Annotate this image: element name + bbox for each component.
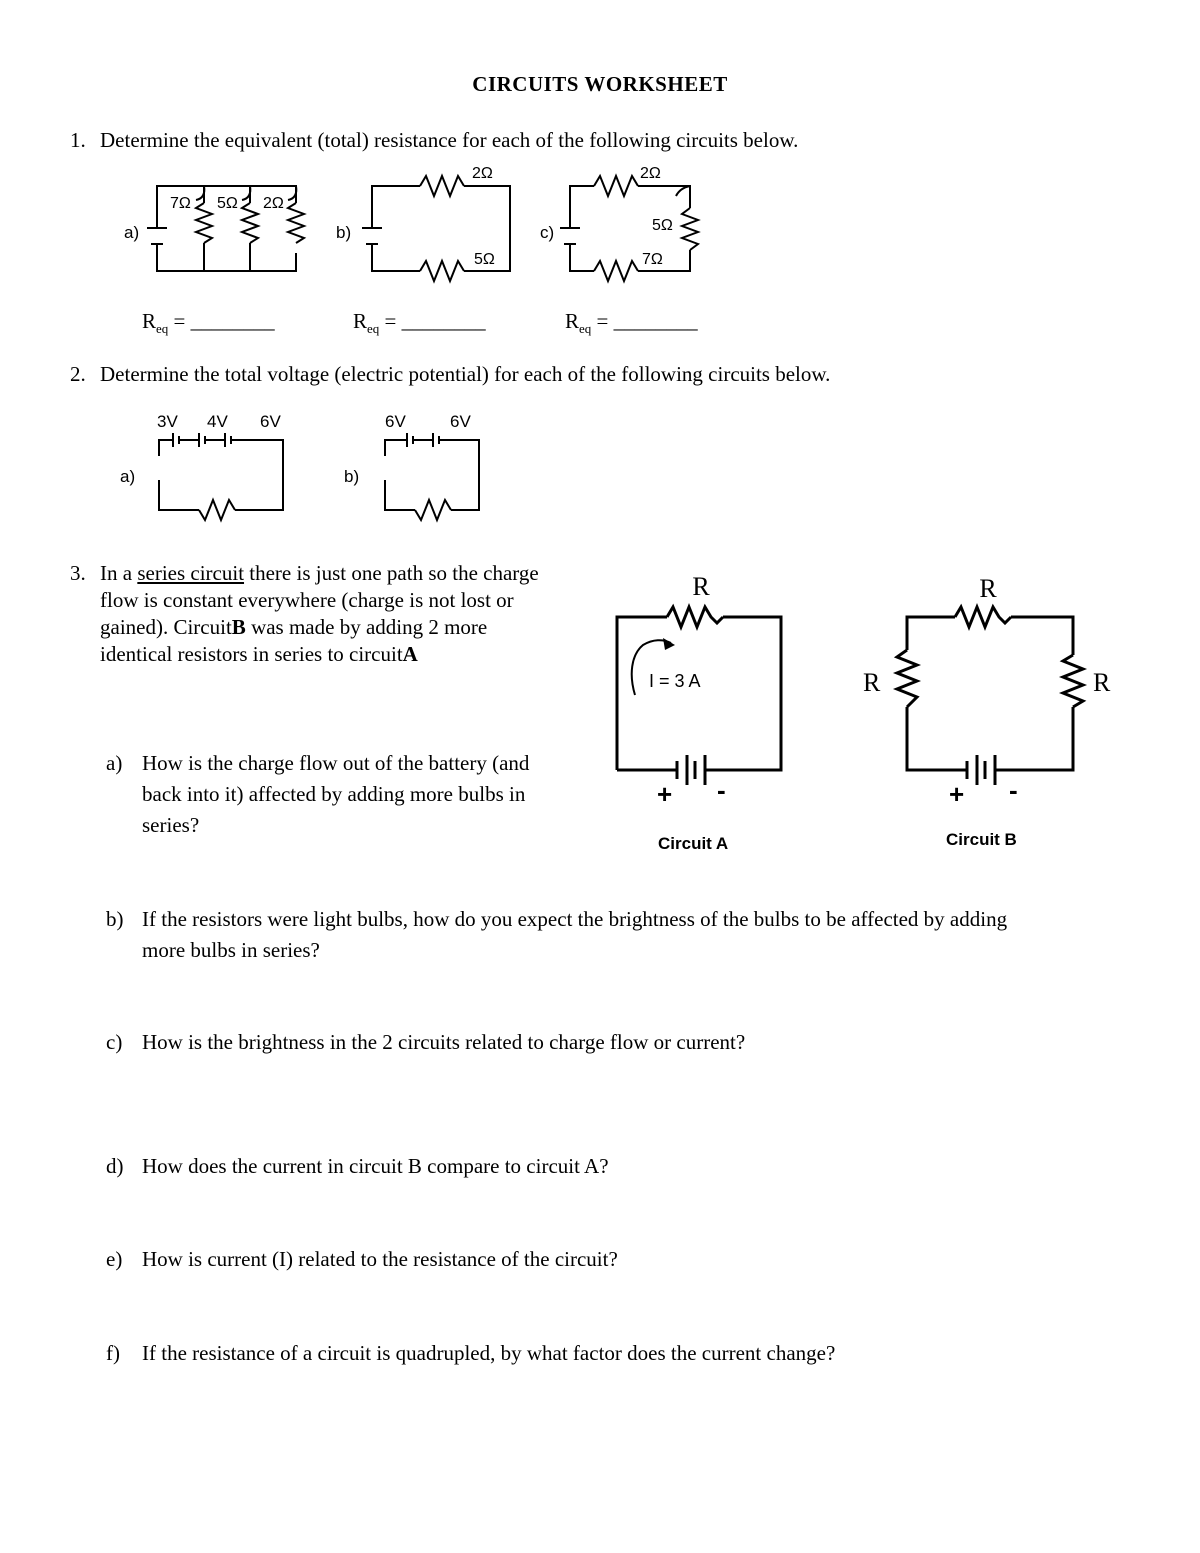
q3-a-resistor-label: R [692, 572, 710, 601]
part-letter: f) [106, 1341, 120, 1365]
q3-b-minus: - [1009, 775, 1018, 805]
q2-a-voltage-3: 6V [260, 412, 281, 431]
q3-b-resistor-top: R [979, 574, 997, 603]
q3-b-plus: + [949, 779, 965, 809]
q3-part-a: a) How is the charge flow out of the battery (and back into it) affected by adding more bulbs in series? [106, 748, 602, 841]
q1-c-resistor-2: 5Ω [652, 217, 673, 234]
q1-req-a: $R_{eq}$ = ________ [142, 309, 275, 337]
q3-a-current-label: I = 3 A [649, 671, 701, 691]
q2-number: 2. [70, 362, 86, 386]
q3-part-f: f) If the resistance of a circuit is quadrupled, by what factor does the current change? [106, 1341, 836, 1365]
q3-number: 3. [70, 561, 86, 585]
q3-a-minus: - [717, 775, 726, 805]
q1-circuit-c [560, 176, 698, 281]
q3-circuit-b-caption: Circuit B [946, 830, 1017, 849]
q3-part-d: d) How does the current in circuit B compare to circuit A? [106, 1154, 609, 1178]
part-letter: e) [106, 1247, 123, 1271]
q1-circuit-c-label: c) [540, 223, 555, 242]
q1-circuits-diagram [120, 158, 740, 293]
q2-b-voltage-2: 6V [450, 412, 471, 431]
q1-number: 1. [70, 128, 86, 152]
q2-circuit-a [159, 433, 283, 520]
q1-circuit-a-label: a) [124, 223, 140, 242]
part-letter: c) [106, 1030, 123, 1054]
q1-a-resistor-3: 2Ω [263, 195, 284, 212]
part-letter: a) [106, 751, 123, 775]
q1-b-resistor-2: 5Ω [474, 251, 495, 268]
q3-circuit-a-caption: Circuit A [658, 834, 729, 853]
q2-circuit-b-label: b) [344, 467, 360, 486]
q3-intro: In a series circuit there is just one path so the charge flow is constant everywhere (charge is not lost or gained). CircuitB was made by adding 2 more identical resistors in series to circuitA [100, 561, 539, 666]
q2-circuits-diagram [115, 400, 515, 530]
q1-req-b: $R_{eq}$ = ________ [353, 309, 486, 337]
q2-circuit-b [385, 433, 479, 520]
q1-circuit-b-label: b) [336, 223, 352, 242]
q3-b-resistor-left: R [863, 668, 881, 697]
q1-c-resistor-1: 2Ω [640, 165, 661, 182]
q1-b-resistor-1: 2Ω [472, 165, 493, 182]
q3-part-c: c) How is the brightness in the 2 circuits related to charge flow or current? [106, 1030, 746, 1054]
q3-part-e: e) How is current (I) related to the resistance of the circuit? [106, 1247, 618, 1271]
page-title: CIRCUITS WORKSHEET [472, 72, 728, 96]
q3-circuit-a [605, 565, 805, 865]
part-letter: d) [106, 1154, 124, 1178]
q2-circuit-a-label: a) [120, 467, 136, 486]
q1-a-resistor-2: 5Ω [217, 195, 238, 212]
q2-b-voltage-1: 6V [385, 412, 406, 431]
q3-circuit-b [855, 565, 1125, 865]
q2-a-voltage-1: 3V [157, 412, 178, 431]
q1-text: Determine the equivalent (total) resistance for each of the following circuits below. [100, 128, 799, 152]
q1-a-resistor-1: 7Ω [170, 195, 191, 212]
q1-req-c: $R_{eq}$ = ________ [565, 309, 698, 337]
q3-part-b: b) If the resistors were light bulbs, how do you expect the brightness of the bulbs to be affected by adding more bulbs in series? [106, 904, 1142, 966]
q2-a-voltage-2: 4V [207, 412, 228, 431]
q3-b-resistor-right: R [1093, 668, 1111, 697]
part-letter: b) [106, 907, 124, 931]
q2-text: Determine the total voltage (electric potential) for each of the following circuits below. [100, 362, 831, 386]
series-circuit-term: series circuit [137, 561, 245, 585]
q1-c-resistor-3: 7Ω [642, 251, 663, 268]
q3-a-plus: + [657, 779, 673, 809]
